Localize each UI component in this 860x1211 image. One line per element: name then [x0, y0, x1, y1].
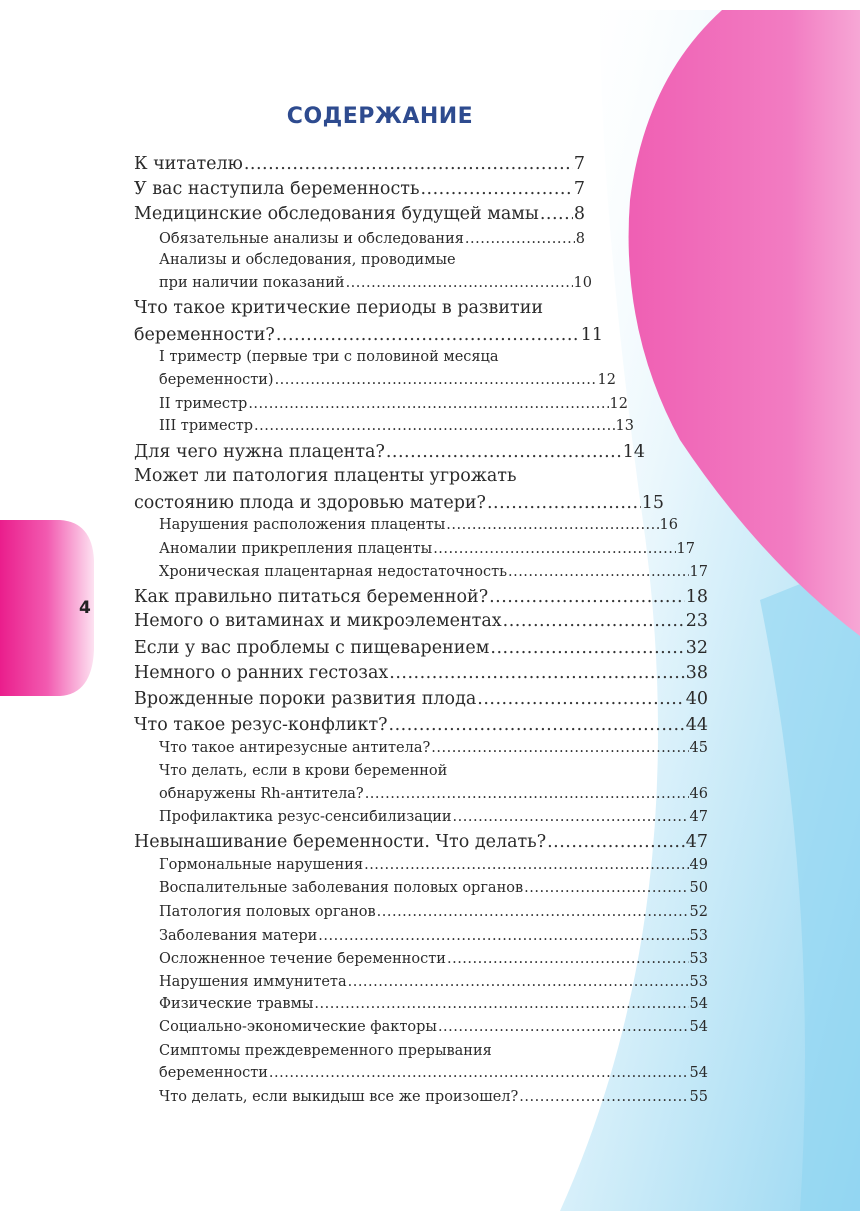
- dot-leader: [438, 1020, 689, 1035]
- toc-entry[interactable]: [159, 373, 616, 388]
- dot-leader: [377, 905, 689, 920]
- toc-entry[interactable]: [159, 419, 634, 434]
- toc-entry-title: Воспалительные заболевания половых органов: [159, 881, 524, 896]
- toc-entry-page: 40: [685, 691, 708, 709]
- toc-entry-page: 7: [573, 156, 585, 174]
- dot-leader: [269, 1066, 689, 1081]
- toc-entry[interactable]: [159, 952, 708, 967]
- toc-entry-page: 53: [689, 929, 708, 944]
- toc-entry-page: 7: [573, 181, 585, 199]
- toc-entry-title: Нарушения расположения плаценты: [159, 518, 446, 533]
- dot-leader: [489, 589, 685, 607]
- dot-leader: [248, 397, 608, 412]
- toc-entry[interactable]: [134, 589, 708, 607]
- toc-entry-title: беременности): [159, 373, 274, 388]
- toc-entry-page: 44: [685, 717, 708, 735]
- toc-entry-title: беременности?: [134, 327, 275, 345]
- toc-entry[interactable]: [159, 542, 695, 557]
- toc-entry[interactable]: [159, 741, 708, 756]
- toc-entry-page: 23: [685, 613, 708, 631]
- dot-leader: [547, 834, 685, 852]
- toc-entry-title: Что делать, если выкидыш все же произошел?: [159, 1090, 519, 1105]
- dot-leader: [275, 373, 597, 388]
- toc-entry-title-line1: I триместр (первые три с половиной месяца: [159, 349, 499, 365]
- toc-entry[interactable]: [159, 276, 592, 291]
- toc-entry-title: Патология половых органов: [159, 905, 376, 920]
- toc-entry-title: Медицинские обследования будущей мамы: [134, 206, 539, 224]
- toc-entry-title: У вас наступила беременность: [134, 181, 420, 199]
- toc-entry[interactable]: [134, 691, 708, 709]
- toc-entry[interactable]: [134, 206, 585, 224]
- toc-entry-page: 53: [689, 975, 708, 990]
- dot-leader: [447, 952, 689, 967]
- dot-leader: [389, 665, 684, 683]
- toc-entry-page: 54: [689, 1066, 708, 1081]
- toc-entry[interactable]: [159, 518, 678, 533]
- toc-entry-title: Невынашивание беременности. Что делать?: [134, 834, 547, 852]
- toc-entry-title: Врожденные пороки развития плода: [134, 691, 477, 709]
- dot-leader: [244, 156, 573, 174]
- toc-entry[interactable]: [159, 858, 708, 873]
- toc-entry-page: 17: [676, 542, 695, 557]
- toc-entry-page: 38: [685, 665, 708, 683]
- toc-entry-page: 46: [689, 787, 708, 802]
- toc-entry-page: 52: [689, 905, 708, 920]
- toc-entry[interactable]: [159, 810, 708, 825]
- dot-leader: [365, 787, 689, 802]
- toc-entry-page: 10: [573, 276, 592, 291]
- toc-entry-page: 50: [689, 881, 708, 896]
- toc-entry-title: Гормональные нарушения: [159, 858, 364, 873]
- toc-entry[interactable]: [134, 156, 585, 174]
- toc-entry[interactable]: [134, 495, 664, 513]
- toc-entry[interactable]: [134, 665, 708, 683]
- toc-entry-page: 45: [689, 741, 708, 756]
- toc-entry[interactable]: [134, 834, 708, 852]
- toc-entry-title: Если у вас проблемы с пищеварением: [134, 640, 490, 658]
- toc-entry-page: 54: [689, 997, 708, 1012]
- page-title: СОДЕРЖАНИЕ: [286, 104, 474, 129]
- toc-entry[interactable]: [159, 1020, 708, 1035]
- dot-leader: [465, 232, 575, 247]
- toc-entry-title-line1: Может ли патология плаценты угрожать: [134, 466, 517, 486]
- toc-entry-page: 13: [615, 419, 634, 434]
- toc-entry-page: 32: [685, 640, 708, 658]
- dot-leader: [318, 929, 688, 944]
- toc-entry[interactable]: [159, 881, 708, 896]
- toc-entry-title: Профилактика резус-сенсибилизации: [159, 810, 452, 825]
- toc-entry-title: III триместр: [159, 419, 254, 434]
- toc-entry-title: II триместр: [159, 397, 248, 412]
- toc-entry[interactable]: [134, 444, 645, 462]
- dot-leader: [490, 640, 684, 658]
- dot-leader: [348, 975, 689, 990]
- toc-entry-title: Немного о ранних гестозах: [134, 665, 389, 683]
- toc-entry-page: 47: [685, 834, 708, 852]
- dot-leader: [276, 327, 580, 345]
- toc-entry[interactable]: [134, 181, 585, 199]
- toc-entry[interactable]: [159, 232, 585, 247]
- toc-entry-page: 8: [575, 232, 585, 247]
- toc-entry-title: Как правильно питаться беременной?: [134, 589, 489, 607]
- dot-leader: [446, 518, 658, 533]
- toc-entry[interactable]: [134, 613, 708, 631]
- toc-entry-page: 47: [689, 810, 708, 825]
- toc-entry-title: К читателю: [134, 156, 243, 174]
- toc-entry-title: Для чего нужна плацента?: [134, 444, 385, 462]
- dot-leader: [254, 419, 615, 434]
- toc-entry[interactable]: [159, 905, 708, 920]
- toc-entry-title: Обязательные анализы и обследования: [159, 232, 464, 247]
- dot-leader: [420, 181, 572, 199]
- toc-entry-title: Нарушения иммунитета: [159, 975, 347, 990]
- toc-entry-page: 17: [689, 565, 708, 580]
- dot-leader: [508, 565, 689, 580]
- dot-leader: [453, 810, 689, 825]
- toc-entry[interactable]: [159, 397, 628, 412]
- toc-entry-page: 12: [609, 397, 628, 412]
- toc-entry-title: Хроническая плацентарная недостаточность: [159, 565, 507, 580]
- toc-entry[interactable]: [134, 717, 708, 735]
- toc-entry-title: обнаружены Rh-антитела?: [159, 787, 364, 802]
- toc-entry-page: 55: [689, 1090, 708, 1105]
- toc-entry-title-line1: Анализы и обследования, проводимые: [159, 252, 456, 268]
- toc-entry-title: беременности: [159, 1066, 268, 1081]
- dot-leader: [524, 881, 688, 896]
- toc-entry-title: Аномалии прикрепления плаценты: [159, 542, 433, 557]
- dot-leader: [540, 206, 573, 224]
- dot-leader: [386, 444, 622, 462]
- page-number: 4: [79, 598, 91, 618]
- toc-entry[interactable]: [159, 565, 708, 580]
- dot-leader: [433, 542, 675, 557]
- dot-leader: [431, 741, 688, 756]
- toc-entry-page: 11: [580, 327, 603, 345]
- toc-entry-title: состоянию плода и здоровью матери?: [134, 495, 486, 513]
- toc-entry[interactable]: [159, 1066, 708, 1081]
- toc-entry-title: Осложненное течение беременности: [159, 952, 446, 967]
- dot-leader: [503, 613, 685, 631]
- toc-entry-title-line1: Что делать, если в крови беременной: [159, 763, 448, 779]
- toc-entry-page: 16: [659, 518, 678, 533]
- toc-entry[interactable]: [159, 997, 708, 1012]
- toc-entry-title: Физические травмы: [159, 997, 314, 1012]
- toc-entry-title: Социально-экономические факторы: [159, 1020, 437, 1035]
- toc-entry-page: 18: [685, 589, 708, 607]
- dot-leader: [389, 717, 685, 735]
- toc-entry-page: 49: [689, 858, 708, 873]
- toc-entry[interactable]: [134, 327, 603, 345]
- toc-entry-title: Заболевания матери: [159, 929, 318, 944]
- toc-entry-title: при наличии показаний: [159, 276, 345, 291]
- toc-entry[interactable]: [159, 975, 708, 990]
- dot-leader: [519, 1090, 688, 1105]
- dot-leader: [346, 276, 573, 291]
- toc-entry[interactable]: [134, 640, 708, 658]
- toc-entry[interactable]: [159, 1090, 708, 1105]
- dot-leader: [477, 691, 684, 709]
- dot-leader: [314, 997, 688, 1012]
- toc-entry-title: Что такое антирезусные антитела?: [159, 741, 431, 756]
- dot-leader: [364, 858, 688, 873]
- toc-entry-page: 8: [573, 206, 585, 224]
- toc-entry-page: 12: [597, 373, 616, 388]
- toc-entry-page: 15: [641, 495, 664, 513]
- toc-entry[interactable]: [159, 787, 708, 802]
- toc-entry-title-line1: Симптомы преждевременного прерывания: [159, 1043, 492, 1059]
- toc-entry-page: 14: [622, 444, 645, 462]
- dot-leader: [487, 495, 641, 513]
- toc-entry-page: 54: [689, 1020, 708, 1035]
- toc-entry-page: 53: [689, 952, 708, 967]
- toc-entry-title: Немого о витаминах и микроэлементах: [134, 613, 502, 631]
- toc-entry[interactable]: [159, 929, 708, 944]
- toc-entry-title: Что такое резус-конфликт?: [134, 717, 388, 735]
- toc-entry-title-line1: Что такое критические периоды в развитии: [134, 298, 544, 318]
